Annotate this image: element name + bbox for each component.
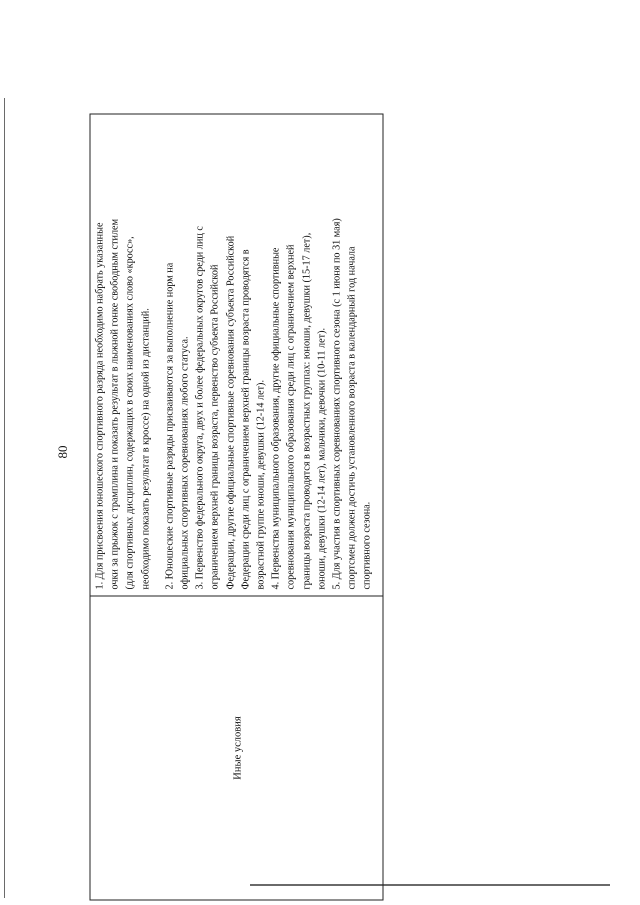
condition-item [330, 119, 376, 589]
conditions-cell [91, 115, 385, 593]
column-divider [91, 595, 383, 596]
line: ограничением верхней границы возраста, первенство субъекта Российской [209, 264, 221, 589]
condition-item [162, 119, 192, 589]
line: возрастной группе юноши, девушки (12-14 лет). [255, 379, 267, 589]
line: Федерации, другие официальные спортивные соревнования субъекта Российской [225, 235, 237, 589]
line: 2. Юношеские спортивные разряды присваиваются за выполнение норм на [164, 262, 176, 589]
condition-item [193, 119, 269, 589]
line: границы возраста проводятся в возрастных группах: юноши, девушки (15-17 лет), [301, 232, 313, 589]
row-label: Иные условия [232, 715, 243, 780]
condition-item [269, 119, 330, 589]
line: 3. Первенство федерального округа, двух и более федеральных округов среди лиц с [194, 225, 206, 589]
line: юноши, девушки (12-14 лет), мальчики, девочки (10-11 лет). [316, 327, 328, 589]
line: 4. Первенства муниципального образования, другие официальные спортивные [270, 247, 282, 589]
line: очки за прыжок с трамплина и показать результат в лыжной гонке свободным стилем [109, 218, 121, 589]
line: спортсмен должен достичь установленного возраста в календарный год начала [346, 245, 358, 589]
line: 5. Для участия в спортивных соревнованиях спортивного сезона (с 1 июня по 31 мая) [331, 217, 343, 589]
conditions-table [90, 113, 384, 900]
label-cell [91, 596, 385, 899]
line: соревнования муниципального образования среди лиц с ограничением верхней [285, 244, 297, 589]
line: Федерации среди лиц с ограничением верхней границы возраста проводятся в [240, 248, 252, 589]
line: 1. Для присвоения юношеского спортивного разряда необходимо набрать указанные [94, 222, 106, 589]
line: (для спортивных дисциплин, содержащих в своих наименованиях слово «кросс», [124, 235, 136, 589]
scan-left-edge [4, 98, 5, 898]
condition-item [93, 119, 154, 589]
rotated-table-wrapper [90, 113, 384, 900]
page-number: 80 [55, 445, 70, 459]
line: необходимо показать результат в кроссе) на одной из дистанций. [140, 307, 152, 589]
line: официальных спортивных соревнованиях любого статуса. [179, 335, 191, 589]
line: спортивного сезона. [361, 501, 373, 589]
